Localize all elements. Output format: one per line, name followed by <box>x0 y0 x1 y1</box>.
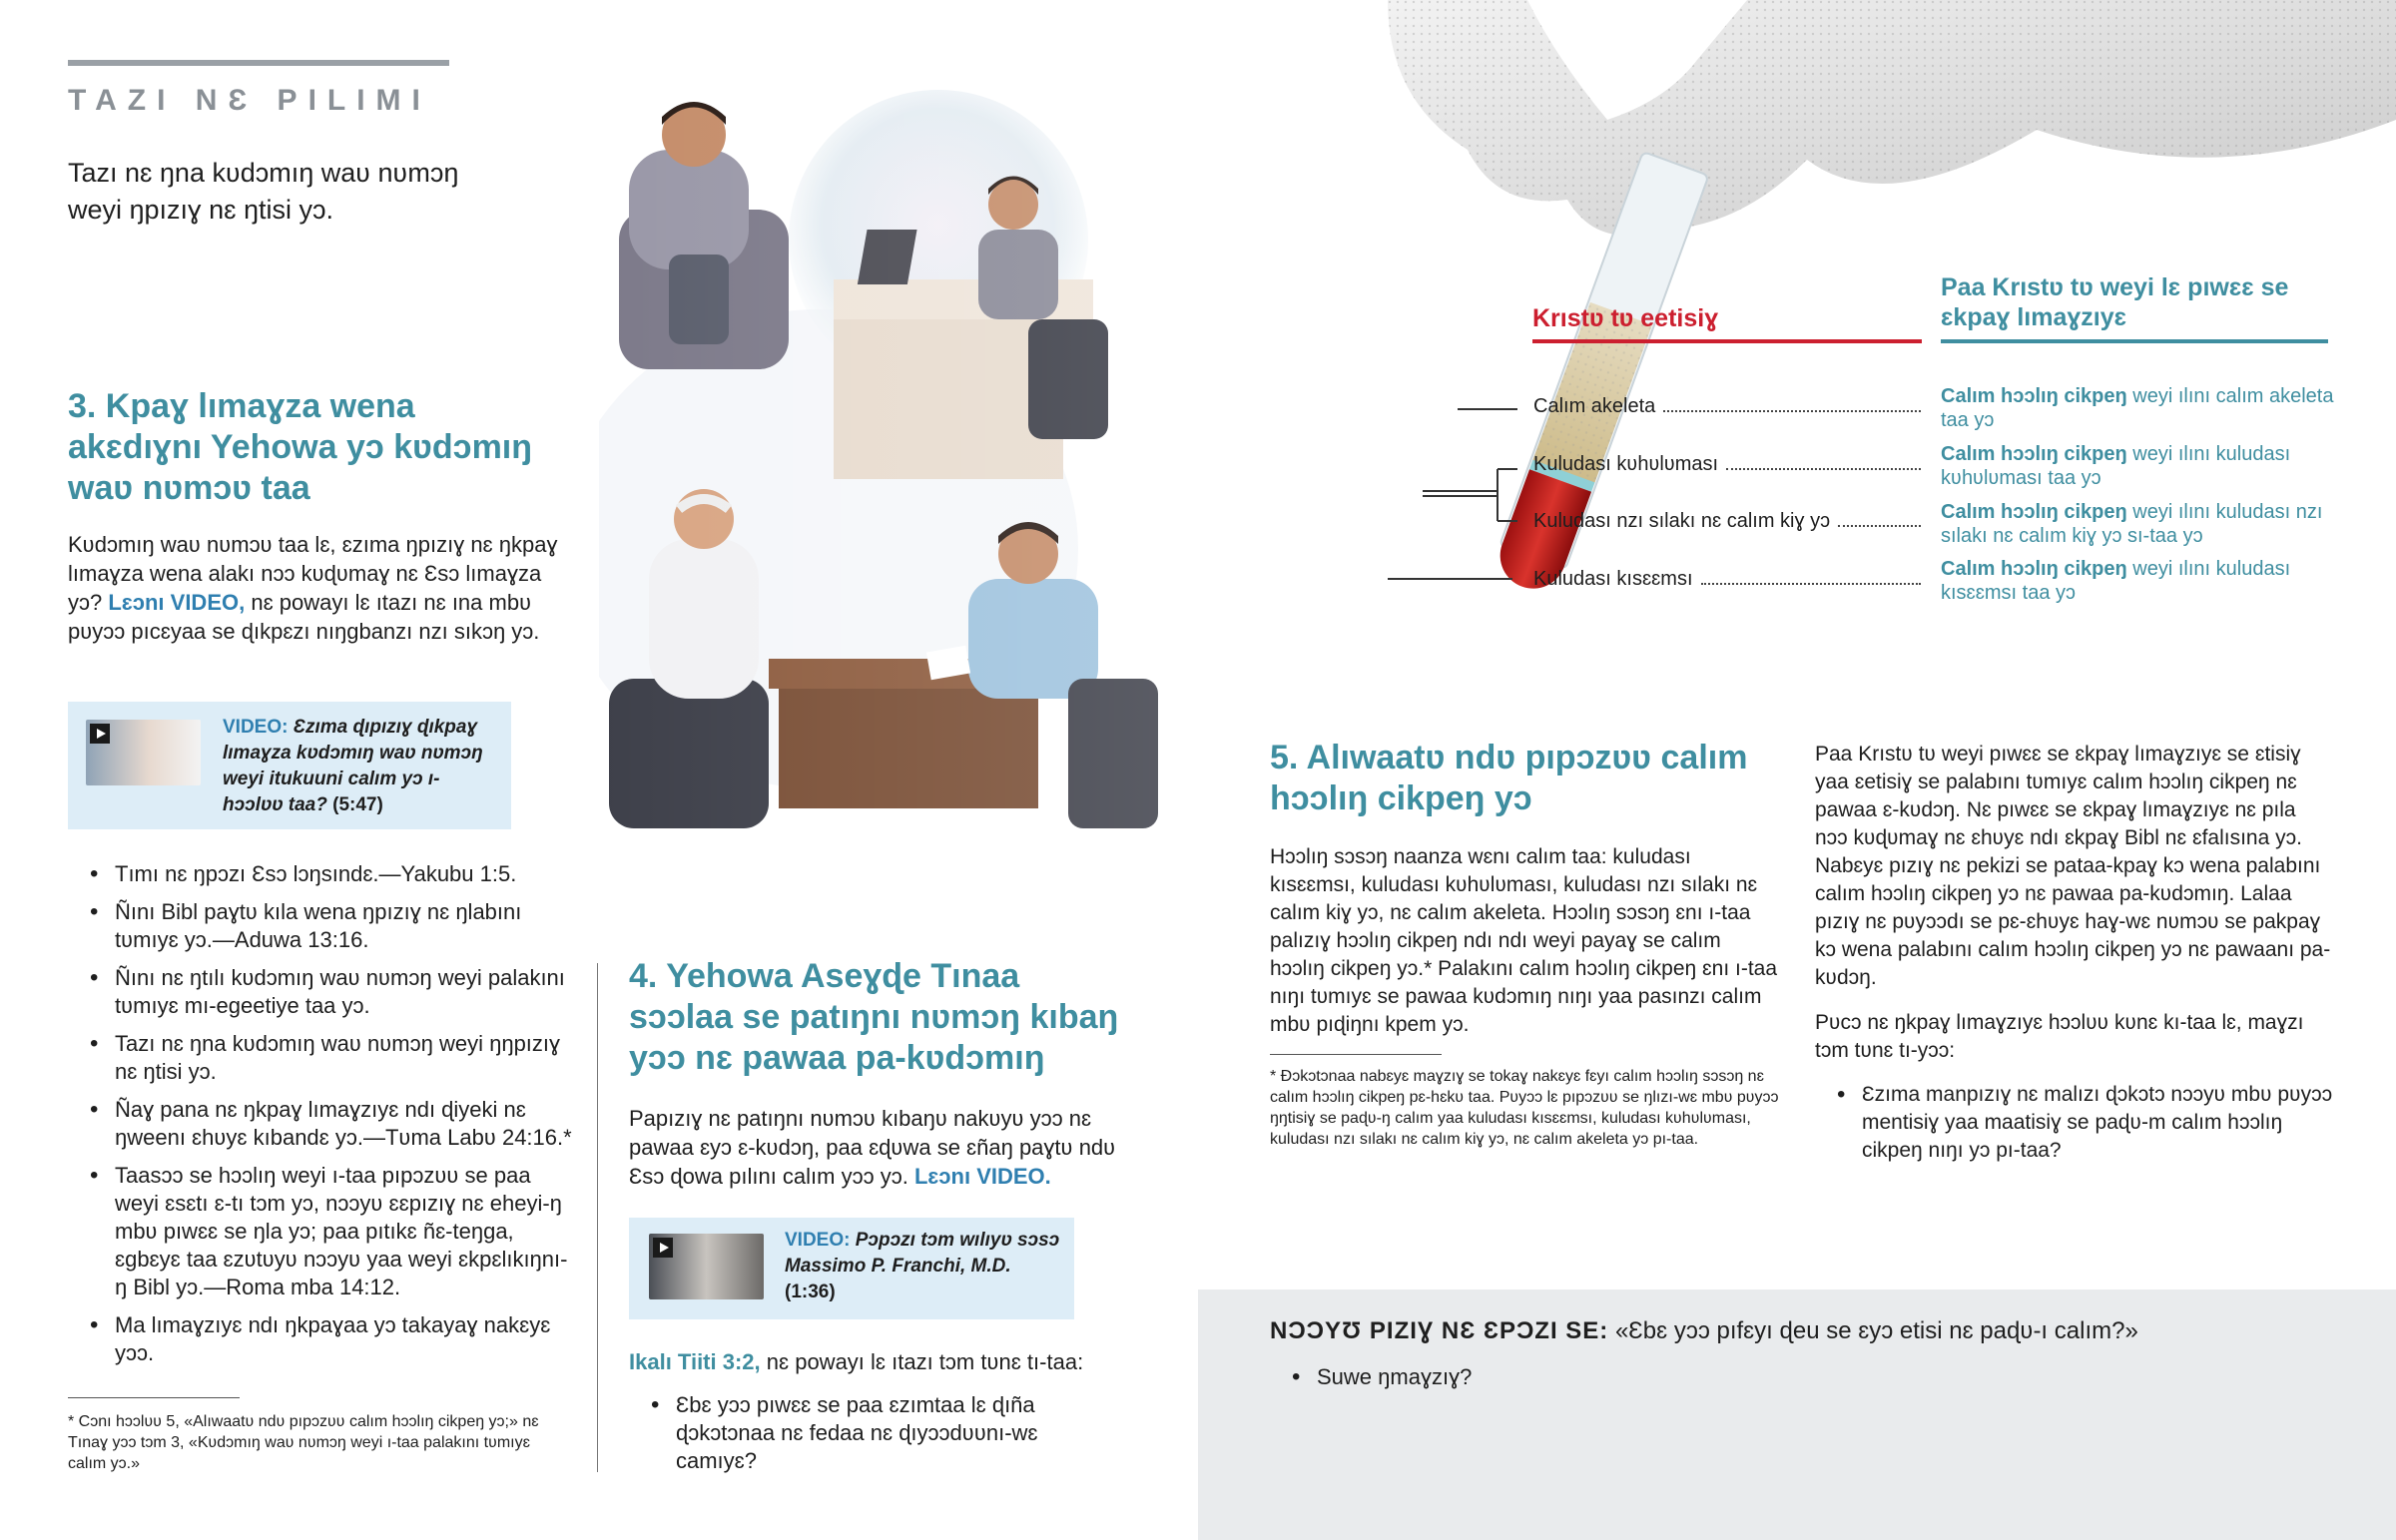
video-box-interview[interactable] <box>629 1218 1074 1319</box>
question-bullets <box>1270 1363 2069 1401</box>
diagram-left-title: Krıstʋ tʋ eetisiɣ <box>1532 304 1719 332</box>
diagram-right-title: Paa Krıstʋ tʋ weyi lɛ pıwɛɛ se ɛkpaɣ lımaɣzıyɛ <box>1941 273 2289 331</box>
question-line <box>1270 1317 2368 1345</box>
list-item: • Tımı nɛ ŋpɔzı Ɛsɔ lɔŋsındɛ.—Yakubu 1:5. <box>68 860 572 888</box>
watch-video-link-2[interactable]: Lɛɔnı VIDEO. <box>913 1164 1051 1189</box>
diagram-row-right: Calım hɔɔlıŋ cikpeŋ weyi ılını kuludası nzı sılakı nɛ calım kiɣ yɔ sı-taa yɔ <box>1941 501 2323 547</box>
diagram-row-right: Calım hɔɔlıŋ cikpeŋ weyi ılını kuludası kısɛɛmsı taa yɔ <box>1941 558 2291 604</box>
video-thumbnail[interactable] <box>649 1234 764 1299</box>
section-4-heading: 4. Yehowa Aseɣɖe Tınaa sɔɔlaa se patıŋnı nʋmɔŋ kıbaŋ yɔɔ nɛ pawaa pa-kʋdɔmıŋ <box>629 957 1119 1077</box>
list-item: • Tazı nɛ ŋna kʋdɔmıŋ waʋ nʋmɔŋ weyi ŋŋpızıɣ nɛ ŋtisi yɔ. <box>68 1030 572 1086</box>
section-3-bullets <box>68 860 572 1377</box>
question-box <box>1198 1289 2396 1540</box>
diagram-row-right: Calım hɔɔlıŋ cikpeŋ weyi ılını calım akeleta taa yɔ <box>1941 385 2334 431</box>
intro-text: Tazı nɛ ŋna kʋdɔmıŋ waʋ nʋmɔŋ weyi ŋpızıɣ nɛ ŋtisi yɔ. <box>68 158 459 225</box>
diagram-row-left: Kuludası nzı sılakı nɛ calım kiɣ yɔ <box>1533 510 1921 533</box>
column-divider <box>597 963 598 1472</box>
section-4-bullets <box>629 1391 1098 1485</box>
section-5-bullets <box>1815 1081 2344 1175</box>
scripture-link[interactable]: Ikalı Tiiti 3:2, <box>629 1349 761 1374</box>
play-icon[interactable] <box>653 1238 673 1258</box>
list-item: • Ñını nɛ ŋtılı kʋdɔmıŋ waʋ nʋmɔŋ weyi palakını tʋmıyɛ mı-egeetiye taa yɔ. <box>68 964 572 1020</box>
section-3-heading: 3. Kpaɣ lımaɣza wena akɛdıɣnı Yehowa yɔ kʋdɔmıŋ waʋ nʋmɔʋ taa <box>68 387 533 507</box>
list-item: • Taasɔɔ se hɔɔlıŋ weyi ı-taa pıpɔzʋʋ se paa weyi ɛsɛtı ɛ-tı tɔm yɔ, nɔɔyʋ ɛɛpızıɣ nɛ eheyi-ŋ mbʋ pıwɛɛ se ŋla yɔ; paa pıtıkɛ ñɛ-teŋga, ɛgbɛyɛ taa ɛzʋtʋyʋ nɔɔyʋ yaa weyi ɛkpɛlıkıŋnı-ŋ Bibl yɔ.—Roma mba 14:12. <box>68 1162 572 1301</box>
video-thumbnail[interactable] <box>86 720 201 785</box>
scripture-prompt: Ikalı Tiiti 3:2, nɛ powayı lɛ ıtazı tɔm tʋnɛ tı-taa: <box>629 1349 1084 1374</box>
left-footnote: * Cɔnı hɔɔlʋʋ 5, «Alıwaatʋ ndʋ pıpɔzʋʋ calım hɔɔlıŋ cikpeŋ yɔ;» nɛ Tınaɣ yɔɔ tɔm 3, «Kʋdɔmıŋ waʋ nʋmɔŋ weyi ı-taa palakını tʋmıyɛ calım yɔ.» <box>68 1413 539 1472</box>
list-item: • Suwe ŋmaɣzıɣ? <box>1270 1363 2069 1391</box>
question-label: NƆƆYƱ PIZIƔ NƐ ƐPƆZI SE: <box>1270 1317 1609 1344</box>
section-4-body <box>629 1104 1128 1191</box>
diagram-left-rule <box>1532 339 1922 343</box>
section-label: TAZI NƐ PILIMI <box>68 84 431 117</box>
diagram-row-left: Kuludası kʋhʋlʋması <box>1533 453 1921 476</box>
video-caption: VIDEO: Ɛzıma ɖıpızıɣ ɖıkpaɣ lımaɣza kʋdɔmıŋ waʋ nʋmɔŋ weyi itukuuni calım yɔ ı-hɔɔlʋʋ taa? (5:47) <box>223 717 483 815</box>
section-5-footnote: * Ɖɔkɔtɔnaa nabɛyɛ maɣzıɣ se tokaɣ nakɛyɛ fɛyı calım hɔɔlıŋ sɔsɔŋ nɛ calım hɔɔlıŋ cikpeŋ pɛ-hɛkʋ taa. Pʋyɔɔ lɛ pıpɔzʋʋ se ŋlızı-wɛ mbʋ pʋyɔɔ ŋŋtisiɣ se paɖʋ-ŋ calım yaa kuludası kısɛɛmsı, kuludası kʋhʋlʋması, kuludası nzı sılakı nɛ calım kiɣ yɔ, nɛ calım akeleta yɔ pı-taa. <box>1270 1068 1779 1148</box>
section-3-body <box>68 530 567 646</box>
list-item: • Ɛzıma manpızıɣ nɛ malızı ɖɔkɔtɔ nɔɔyʋ mbʋ pʋyɔɔ mentisiɣ yaa maatisiɣ se paɖʋ-m calım hɔɔlıŋ cikpeŋ nıŋı yɔ pı-taa? <box>1815 1081 2344 1165</box>
video-caption: VIDEO: Pɔpɔzı tɔm wılıyʋ sɔsɔ Massimo P. Franchi, M.D. (1:36) <box>785 1230 1060 1302</box>
watch-video-link[interactable]: Lɛɔnı VIDEO, <box>108 590 246 615</box>
list-item: • Ma lımaɣzıyɛ ndı ŋkpaɣaa yɔ takayaɣ nakɛyɛ yɔɔ. <box>68 1311 572 1367</box>
section-5-footnote-rule <box>1270 1054 1442 1055</box>
section-5-heading: 5. Alıwaatʋ ndʋ pıpɔzʋʋ calım hɔɔlıŋ cikpeŋ yɔ <box>1270 739 1748 817</box>
section-rule <box>68 60 449 66</box>
section-5-body-3: Pʋcɔ nɛ ŋkpaɣ lımaɣzıyɛ hɔɔlʋʋ kʋnɛ kı-taa lɛ, maɣzı tɔm tʋnɛ tı-yɔɔ: <box>1815 1011 2304 1062</box>
diagram-row-left: Calım akeleta <box>1533 395 1921 418</box>
section-5-body-2: Paa Krıstʋ tʋ weyi pıwɛɛ se ɛkpaɣ lımaɣzıyɛ se ɛtisiɣ yaa ɛetisiɣ se palabını tʋmıyɛ calım hɔɔlıŋ cikpeŋ nɛ pawaa ɛ-kʋdɔŋ. Nɛ pıwɛɛ se ɛkpaɣ lımaɣzıyɛ nɛ pıla nɔɔ kʋɖʋmaɣ nɛ ɛhʋyɛ ndı ɛkpaɣ Bibl nɛ ɛfalısına yɔ. Nabɛyɛ pızıɣ nɛ pekizi se pataa-kpaɣ kɔ wena palabını calım hɔɔlıŋ cikpeŋ yɔ nɛ pawaa pa-kʋdɔmıŋ. Lalaa pızıɣ nɛ pʋyɔɔdı se pɛ-ɛhʋyɛ haɣ-wɛ nʋmɔʋ se pakpaɣ kɔ wena palabını calım hɔɔlıŋ cikpeŋ yɔ nɛ pawaanı pa-kʋdɔŋ. <box>1815 743 2331 989</box>
illustration-consultation <box>599 80 1178 838</box>
section-3-body-text: Kʋdɔmıŋ waʋ nʋmɔʋ taa lɛ, ɛzıma ŋpızıɣ nɛ ŋkpaɣ lımaɣza wena alakı nɔɔ kʋɖʋmaɣ nɛ Ɛsɔ lımaɣza yɔ? <box>68 532 558 615</box>
video-box-decisions[interactable] <box>68 702 511 829</box>
list-item: • Ñaɣ pana nɛ ŋkpaɣ lımaɣzıyɛ ndı ɖiyeki nɛ ŋweenı ɛhʋyɛ kıbandɛ yɔ.—Tʋma Labʋ 24:16.* <box>68 1096 572 1152</box>
section-5-body-1: Hɔɔlıŋ sɔsɔŋ naanza wɛnı calım taa: kuludası kısɛɛmsı, kuludası kʋhʋlʋması, kuludası nzı sılakı nɛ calım kiɣ yɔ, nɛ calım akeleta. Hɔɔlıŋ sɔsɔŋ ɛnı ı-taa palızıɣ hɔɔlıŋ cikpeŋ ndı ndı weyi payaɣ se calım hɔɔlıŋ cikpeŋ yɔ.* Palakını calım hɔɔlıŋ cikpeŋ ɛnı ı-taa nıŋı tʋmıyɛ se pawaa kʋdɔmıŋ nıŋı yaa pasınzı calım mbʋ pıɖiŋnı kpem yɔ. <box>1270 845 1778 1036</box>
diagram-right-rule <box>1941 339 2328 343</box>
list-item: • Ɛbɛ yɔɔ pıwɛɛ se paa ɛzımtaa lɛ ɖıña ɖɔkɔtɔnaa nɛ fedaa nɛ ɖıyɔɔdʋʋnı-wɛ camıyɛ? <box>629 1391 1098 1475</box>
diagram-row-left: Kuludası kısɛɛmsı <box>1533 568 1921 591</box>
question-text: «Ɛbɛ yɔɔ pıfɛyı ɖeu se ɛyɔ etisi nɛ paɖʋ-ı calım?» <box>1614 1317 2138 1344</box>
diagram-row-right: Calım hɔɔlıŋ cikpeŋ weyi ılını kuludası kʋhʋlʋması taa yɔ <box>1941 443 2291 489</box>
play-icon[interactable] <box>90 724 110 744</box>
section-4-body-text: Papızıɣ nɛ patıŋnı nʋmɔʋ kıbaŋʋ nakʋyʋ yɔɔ nɛ pawaa ɛyɔ ɛ-kʋdɔŋ, paa ɛɖʋwa se ɛñaŋ paɣtʋ ndʋ Ɛsɔ ɖowa pılını calım yɔɔ yɔ. <box>629 1106 1116 1189</box>
footnote-rule <box>68 1397 240 1398</box>
section-3-body-tail: nɛ powayı lɛ ıtazı nɛ ına mbʋ pʋyɔɔ pıcɛyaa se ɖıkpɛzı nıŋgbanzı nzı sıkɔŋ yɔ. <box>68 590 540 644</box>
list-item: • Ñını Bibl paɣtʋ kıla wena ŋpızıɣ nɛ ŋlabını tʋmıyɛ yɔ.—Aduwa 13:16. <box>68 898 572 954</box>
